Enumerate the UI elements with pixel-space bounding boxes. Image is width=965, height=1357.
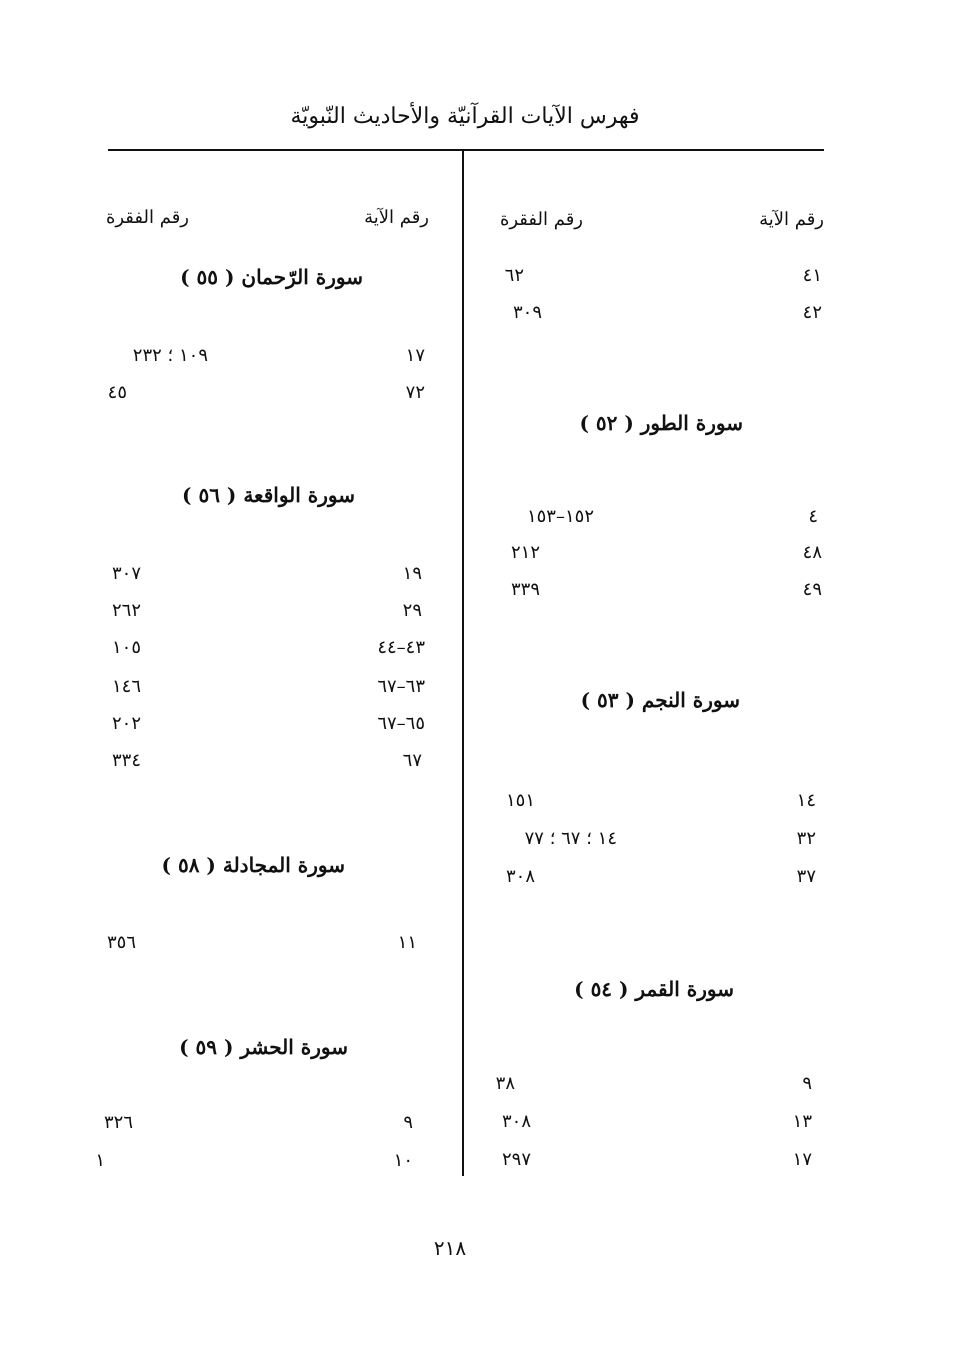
verse-number: ٧٢	[405, 382, 425, 403]
paragraph-number: ١٤ ؛ ٦٧ ؛ ٧٧	[524, 828, 617, 849]
verse-number: ١٧	[792, 1149, 812, 1170]
verse-number: ٤٨	[802, 542, 822, 563]
right-paragraph-header: رقم الفقرة	[499, 209, 583, 230]
paragraph-number: ١٤٦	[111, 676, 141, 697]
verse-number: ٤١	[802, 265, 822, 286]
verse-number: ٦٥–٦٧	[377, 713, 425, 734]
paragraph-number: ١٠٩ ؛ ٢٣٢	[132, 345, 208, 366]
paragraph-number: ٣٣٤	[111, 750, 141, 771]
paragraph-number: ٢١٢	[510, 542, 540, 563]
paragraph-number: ١٠٥	[111, 637, 141, 658]
paragraph-number: ٣٠٩	[512, 302, 542, 323]
surah-heading: سورة الطور ( ٥٢ )	[579, 411, 743, 435]
page-title: فهرس الآيات القرآنيّة والأحاديث النّبويّة	[290, 104, 640, 129]
verse-number: ١٠	[393, 1150, 413, 1171]
surah-heading: سورة الرّحمان ( ٥٥ )	[180, 265, 363, 289]
verse-number: ٦٣–٦٧	[377, 676, 425, 697]
column-divider	[462, 151, 464, 1176]
verse-number: ٩	[403, 1112, 413, 1133]
paragraph-number: ١٥١	[505, 790, 535, 811]
paragraph-number: ٣٨	[495, 1073, 515, 1094]
surah-heading: سورة الحشر ( ٥٩ )	[179, 1035, 348, 1059]
verse-number: ١٣	[792, 1111, 812, 1132]
verse-number: ٣٧	[796, 866, 816, 887]
verse-number: ٤٢	[802, 302, 822, 323]
paragraph-number: ٢٠٢	[111, 713, 141, 734]
verse-number: ٤	[808, 506, 818, 527]
paragraph-number: ١	[95, 1150, 105, 1171]
verse-number: ٢٩	[402, 600, 422, 621]
surah-heading: سورة النجم ( ٥٣ )	[580, 688, 740, 712]
right-verse-header: رقم الآية	[759, 209, 824, 230]
verse-number: ٣٢	[796, 828, 816, 849]
verse-number: ١٧	[405, 345, 425, 366]
paragraph-number: ٢٩٧	[501, 1149, 531, 1170]
surah-heading: سورة المجادلة ( ٥٨ )	[161, 853, 345, 877]
verse-number: ٦٧	[402, 750, 422, 771]
header-rule	[108, 149, 824, 151]
paragraph-number: ٣٣٩	[510, 579, 540, 600]
verse-number: ٤٩	[802, 579, 822, 600]
paragraph-number: ١٥٢–١٥٣	[526, 506, 594, 527]
left-verse-header: رقم الآية	[364, 207, 429, 228]
verse-number: ١٩	[402, 563, 422, 584]
paragraph-number: ٤٥	[107, 382, 127, 403]
paragraph-number: ٣٠٨	[501, 1111, 531, 1132]
paragraph-number: ٣٠٨	[505, 866, 535, 887]
paragraph-number: ٢٦٢	[111, 600, 141, 621]
surah-heading: سورة القمر ( ٥٤ )	[574, 977, 734, 1001]
paragraph-number: ٣٥٦	[106, 932, 136, 953]
paragraph-number: ٦٢	[504, 265, 524, 286]
verse-number: ١١	[397, 932, 417, 953]
left-paragraph-header: رقم الفقرة	[105, 207, 189, 228]
surah-heading: سورة الواقعة ( ٥٦ )	[182, 483, 355, 507]
page-number: ٢١٨	[433, 1236, 467, 1260]
paragraph-number: ٣٢٦	[103, 1112, 133, 1133]
verse-number: ٩	[802, 1073, 812, 1094]
verse-number: ١٤	[796, 790, 816, 811]
paragraph-number: ٣٠٧	[111, 563, 141, 584]
verse-number: ٤٣–٤٤	[377, 637, 425, 658]
